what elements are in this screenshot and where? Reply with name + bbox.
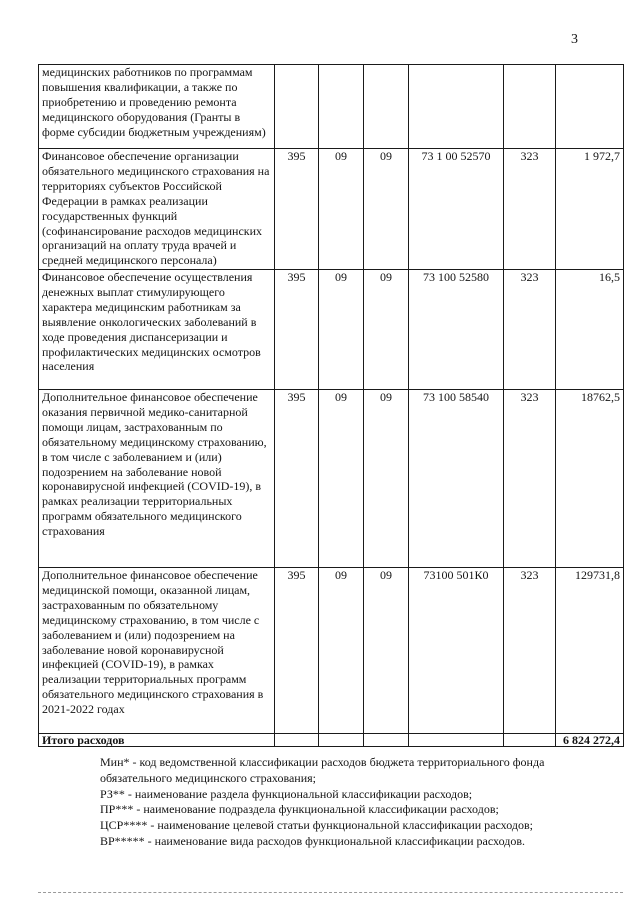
expenses-table xyxy=(38,64,624,747)
row-min xyxy=(275,65,319,149)
row-csr xyxy=(409,65,504,149)
table-row xyxy=(39,390,624,568)
row-name: медицинских работников по программам повышения квалификации, а также по приобретению и проведению ремонта медицинского оборудования (Гранты в форме субсидии бюджетным учреждениям) xyxy=(39,65,275,149)
row-min: 395 xyxy=(275,568,319,734)
row-vr: 323 xyxy=(504,270,556,390)
row-rz xyxy=(319,65,364,149)
row-amount: 1 972,7 xyxy=(556,149,624,270)
row-rz: 09 xyxy=(319,270,364,390)
row-pr: 09 xyxy=(364,390,409,568)
row-csr: 73 100 52580 xyxy=(409,270,504,390)
row-min: 395 xyxy=(275,149,319,270)
row-pr: 09 xyxy=(364,270,409,390)
row-pr: 09 xyxy=(364,568,409,734)
row-csr: 73 1 00 52570 xyxy=(409,149,504,270)
row-vr: 323 xyxy=(504,568,556,734)
row-vr xyxy=(504,65,556,149)
footnote-line: ПР*** - наименование подраздела функциональной классификации расходов; xyxy=(100,802,499,817)
footnote-line: обязательного медицинского страхования; xyxy=(100,770,316,785)
total-amount: 6 824 272,4 xyxy=(556,734,624,747)
row-name: Финансовое обеспечение организации обязательного медицинского страхования на территориях субъектов Российской Федерации в рамках реализации государственных функций (софинансирование расходов медицинских организаций на оплату труда врачей и средней медицинского персонала) xyxy=(39,149,275,270)
row-rz: 09 xyxy=(319,568,364,734)
row-name: Дополнительное финансовое обеспечение медицинской помощи, оказанной лицам, застрахованным по обязательному медицинскому страхованию, в том числе с заболеванием и (или) подозрением на заболевание новой коронавирусной инфекцией (COVID-19), в рамках реализации территориальных программ обязательного медицинского страхования в 2021-2022 годах xyxy=(39,568,275,734)
page-number: 3 xyxy=(571,32,578,47)
row-amount: 129731,8 xyxy=(556,568,624,734)
row-vr: 323 xyxy=(504,390,556,568)
row-csr: 73 100 58540 xyxy=(409,390,504,568)
table-row xyxy=(39,270,624,390)
footnote-line: ВР***** - наименование вида расходов функциональной классификации расходов. xyxy=(100,833,526,848)
row-name: Дополнительное финансовое обеспечение оказания первичной медико-санитарной помощи лицам, застрахованным по обязательному медицинскому страхованию, в том числе с заболеванием и (или) подозрением на заболевание новой коронавирусной инфекцией (COVID-19), в рамках реализации территориальных программ обязательного медицинского страхования xyxy=(39,390,275,568)
row-amount xyxy=(556,65,624,149)
row-rz: 09 xyxy=(319,149,364,270)
row-pr: 09 xyxy=(364,149,409,270)
row-vr: 323 xyxy=(504,149,556,270)
row-name: Финансовое обеспечение осуществления денежных выплат стимулирующего характера медицинским работникам за выявление онкологических заболеваний в ходе проведения диспансеризации и профилактических медицинских осмотров населения xyxy=(39,270,275,390)
footnote-line: ЦСР**** - наименование целевой статьи функциональной классификации расходов; xyxy=(100,818,533,833)
table-row xyxy=(39,568,624,734)
row-min: 395 xyxy=(275,270,319,390)
row-csr: 73100 501К0 xyxy=(409,568,504,734)
row-amount: 16,5 xyxy=(556,270,624,390)
row-amount: 18762,5 xyxy=(556,390,624,568)
row-rz: 09 xyxy=(319,390,364,568)
total-row xyxy=(39,734,624,747)
row-min: 395 xyxy=(275,390,319,568)
page-bottom-rule xyxy=(38,892,623,893)
table-row xyxy=(39,149,624,270)
footnote-line: РЗ** - наименование раздела функциональной классификации расходов; xyxy=(100,786,473,801)
table-row xyxy=(39,65,624,149)
row-pr xyxy=(364,65,409,149)
total-label: Итого расходов xyxy=(39,734,275,747)
footnotes xyxy=(100,755,590,850)
footnote-line: Мин* - код ведомственной классификации расходов бюджета территориального фонда xyxy=(100,755,545,769)
